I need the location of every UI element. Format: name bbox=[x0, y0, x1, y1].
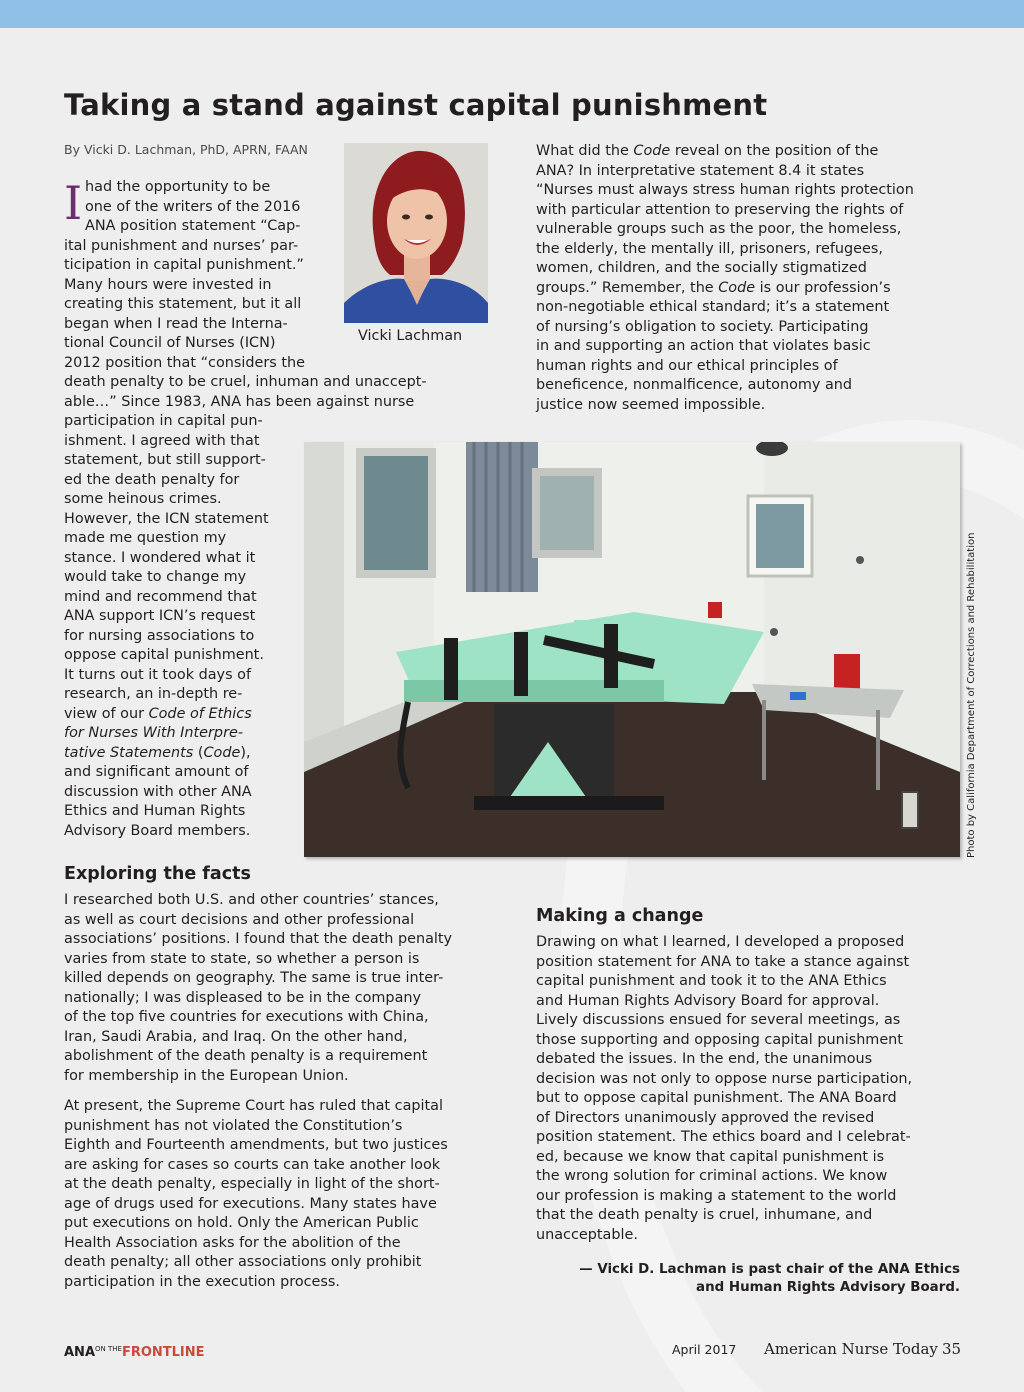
italic-run: tative Statements bbox=[64, 744, 194, 761]
body-line: that the death penalty is cruel, inhumane, and bbox=[536, 1207, 873, 1223]
intro-line: for nursing associations to bbox=[64, 627, 255, 644]
text-run: ), bbox=[240, 744, 251, 761]
text-run: What did the bbox=[536, 143, 634, 159]
intro-line: Advisory Board members. bbox=[64, 822, 251, 839]
body-line: debated the issues. In the end, the unanimous bbox=[536, 1051, 873, 1067]
intro-line: discussion with other ANA bbox=[64, 783, 252, 800]
intro-line: ital punishment and nurses’ par- bbox=[64, 237, 299, 254]
right-line bbox=[536, 142, 960, 162]
intro-line: would take to change my bbox=[64, 569, 247, 585]
intro-line: ticipation in capital punishment.” bbox=[64, 257, 304, 273]
body-line: position statement. The ethics board and I celebrat- bbox=[536, 1129, 911, 1145]
intro-line: ANA support ICN’s request bbox=[64, 608, 256, 624]
top-color-bar bbox=[0, 0, 1024, 28]
body-line: but to oppose capital punishment. The ANA Board bbox=[536, 1090, 897, 1106]
intro-line: statement, but still support- bbox=[64, 452, 266, 468]
body-line: punishment has not violated the Constitution’s bbox=[64, 1117, 403, 1134]
brand-frontline: FRONTLINE bbox=[121, 1345, 205, 1360]
text-run: view of our bbox=[64, 705, 149, 722]
execution-chamber-photo bbox=[304, 442, 960, 857]
exploring-para-2 bbox=[64, 1097, 504, 1292]
intro-line: began when I read the Interna- bbox=[64, 315, 288, 332]
intro-line: ANA position statement “Cap- bbox=[85, 218, 301, 234]
author-signoff bbox=[536, 1261, 960, 1297]
photo-credit: Photo by California Department of Corrections and Rehabilitation bbox=[966, 532, 977, 858]
intro-line: able…” Since 1983, ANA has been against nurse bbox=[64, 393, 415, 410]
text-run: ( bbox=[193, 744, 204, 761]
body-line: capital punishment and took it to the ANA Ethics bbox=[536, 973, 887, 989]
right-line bbox=[536, 279, 960, 299]
exploring-para-1 bbox=[64, 891, 504, 1086]
right-line: of nursing’s obligation to society. Participating bbox=[536, 318, 869, 335]
right-line: the elderly, the mentally ill, prisoners, refugees, bbox=[536, 240, 883, 257]
italic-run: Code of Ethics bbox=[148, 705, 252, 722]
body-line: killed depends on geography. The same is true inter- bbox=[64, 970, 444, 986]
right-line: ANA? In interpretative statement 8.4 it states bbox=[536, 162, 865, 179]
signoff-line: and Human Rights Advisory Board. bbox=[696, 1280, 960, 1295]
body-line: at the death penalty, especially in light of the short- bbox=[64, 1176, 440, 1192]
right-line: human rights and our ethical principles of bbox=[536, 357, 838, 374]
italic-run: Code bbox=[203, 744, 241, 761]
right-line: beneficence, nonmalficence, autonomy and bbox=[536, 377, 853, 393]
body-line: varies from state to state, so whether a person is bbox=[64, 950, 420, 967]
body-line: death penalty; all other associations only prohibit bbox=[64, 1254, 422, 1270]
body-line: participation in the execution process. bbox=[64, 1273, 340, 1290]
signoff-line: — Vicki D. Lachman is past chair of the ANA Ethics bbox=[579, 1262, 960, 1277]
body-line: Eighth and Fourteenth amendments, but two justices bbox=[64, 1137, 448, 1153]
body-line: put executions on hold. Only the American Public bbox=[64, 1215, 419, 1231]
intro-line: It turns out it took days of bbox=[64, 666, 252, 683]
dropcap: I bbox=[64, 176, 83, 230]
intro-line: creating this statement, but it all bbox=[64, 296, 302, 312]
intro-line: and significant amount of bbox=[64, 764, 249, 780]
body-line: associations’ positions. I found that the death penalty bbox=[64, 931, 453, 947]
intro-line: had the opportunity to be bbox=[85, 179, 271, 195]
italic-run: Code bbox=[633, 143, 671, 159]
brand-ana: ANA bbox=[64, 1345, 96, 1360]
intro-line: death penalty to be cruel, inhuman and unaccept- bbox=[64, 374, 427, 390]
body-line: the wrong solution for criminal actions. We know bbox=[536, 1168, 888, 1184]
byline: By Vicki D. Lachman, PhD, APRN, FAAN bbox=[64, 142, 308, 157]
body-line: Lively discussions ensued for several meetings, as bbox=[536, 1012, 901, 1028]
right-line: justice now seemed impossible. bbox=[536, 396, 766, 413]
italic-run: Code bbox=[718, 279, 756, 296]
intro-line: oppose capital punishment. bbox=[64, 647, 264, 663]
body-line: are asking for cases so courts can take another look bbox=[64, 1156, 441, 1173]
right-line: non-negotiable ethical standard; it’s a statement bbox=[536, 299, 890, 315]
footer-publication: American Nurse Today bbox=[764, 1340, 938, 1358]
intro-line: some heinous crimes. bbox=[64, 491, 222, 507]
intro-line: tional Council of Nurses (ICN) bbox=[64, 335, 276, 351]
body-line: Iran, Saudi Arabia, and Iraq. On the other hand, bbox=[64, 1028, 408, 1045]
section-heading-making: Making a change bbox=[536, 906, 704, 926]
page-number: 35 bbox=[942, 1340, 962, 1358]
body-line: as well as court decisions and other professional bbox=[64, 911, 415, 928]
right-line: “Nurses must always stress human rights protection bbox=[536, 182, 914, 198]
intro-line: made me question my bbox=[64, 530, 227, 546]
portrait-caption: Vicki Lachman bbox=[358, 328, 463, 344]
right-line: women, children, and the socially stigmatized bbox=[536, 260, 867, 276]
body-line: those supporting and opposing capital punishment bbox=[536, 1031, 903, 1048]
intro-line: one of the writers of the 2016 bbox=[85, 198, 301, 215]
body-line: nationally; I was displeased to be in the company bbox=[64, 989, 422, 1006]
text-run: groups.” Remember, the bbox=[536, 279, 719, 296]
intro-line: Ethics and Human Rights bbox=[64, 803, 246, 819]
right-top-column bbox=[536, 142, 960, 415]
body-line: of Directors unanimously approved the revised bbox=[536, 1109, 875, 1126]
intro-line: stance. I wondered what it bbox=[64, 549, 256, 566]
intro-line: ishment. I agreed with that bbox=[64, 432, 260, 449]
body-line: Health Association asks for the abolition of the bbox=[64, 1234, 401, 1251]
body-line: for membership in the European Union. bbox=[64, 1067, 349, 1084]
intro-line: research, an in-depth re- bbox=[64, 686, 243, 702]
text-run: reveal on the position of the bbox=[670, 143, 879, 159]
text-run: is our profession’s bbox=[755, 279, 891, 296]
section-heading-exploring: Exploring the facts bbox=[64, 864, 251, 884]
body-line: of the top five countries for executions with China, bbox=[64, 1009, 429, 1025]
footer-date: April 2017 bbox=[672, 1342, 737, 1357]
right-line: with particular attention to preserving the rights of bbox=[536, 201, 904, 218]
intro-line: ed the death penalty for bbox=[64, 471, 240, 488]
brand-onthe: ON THE bbox=[95, 1345, 122, 1353]
body-line: decision was not only to oppose nurse participation, bbox=[536, 1070, 913, 1087]
body-line: and Human Rights Advisory Board for approval. bbox=[536, 992, 880, 1009]
body-line: ed, because we know that capital punishment is bbox=[536, 1148, 885, 1165]
body-line: At present, the Supreme Court has ruled that capital bbox=[64, 1098, 443, 1114]
making-para bbox=[536, 933, 960, 1245]
right-line: in and supporting an action that violates basic bbox=[536, 338, 871, 354]
intro-line: However, the ICN statement bbox=[64, 510, 269, 527]
body-line: abolishment of the death penalty is a requirement bbox=[64, 1048, 428, 1064]
article-title: Taking a stand against capital punishment bbox=[64, 88, 768, 122]
intro-line: mind and recommend that bbox=[64, 588, 257, 605]
body-line: unacceptable. bbox=[536, 1226, 638, 1243]
intro-line: Many hours were invested in bbox=[64, 276, 272, 293]
body-line: age of drugs used for executions. Many states have bbox=[64, 1195, 437, 1212]
body-line: Drawing on what I learned, I developed a proposed bbox=[536, 934, 905, 950]
footer-brand bbox=[64, 1341, 205, 1360]
right-line: vulnerable groups such as the poor, the homeless, bbox=[536, 221, 902, 237]
intro-line: participation in capital pun- bbox=[64, 413, 263, 429]
body-line: I researched both U.S. and other countries’ stances, bbox=[64, 892, 439, 908]
body-line: our profession is making a statement to the world bbox=[536, 1187, 897, 1204]
body-line: position statement for ANA to take a stance against bbox=[536, 953, 910, 970]
italic-run: for Nurses With Interpre- bbox=[64, 725, 244, 741]
intro-line: 2012 position that “considers the bbox=[64, 354, 305, 371]
